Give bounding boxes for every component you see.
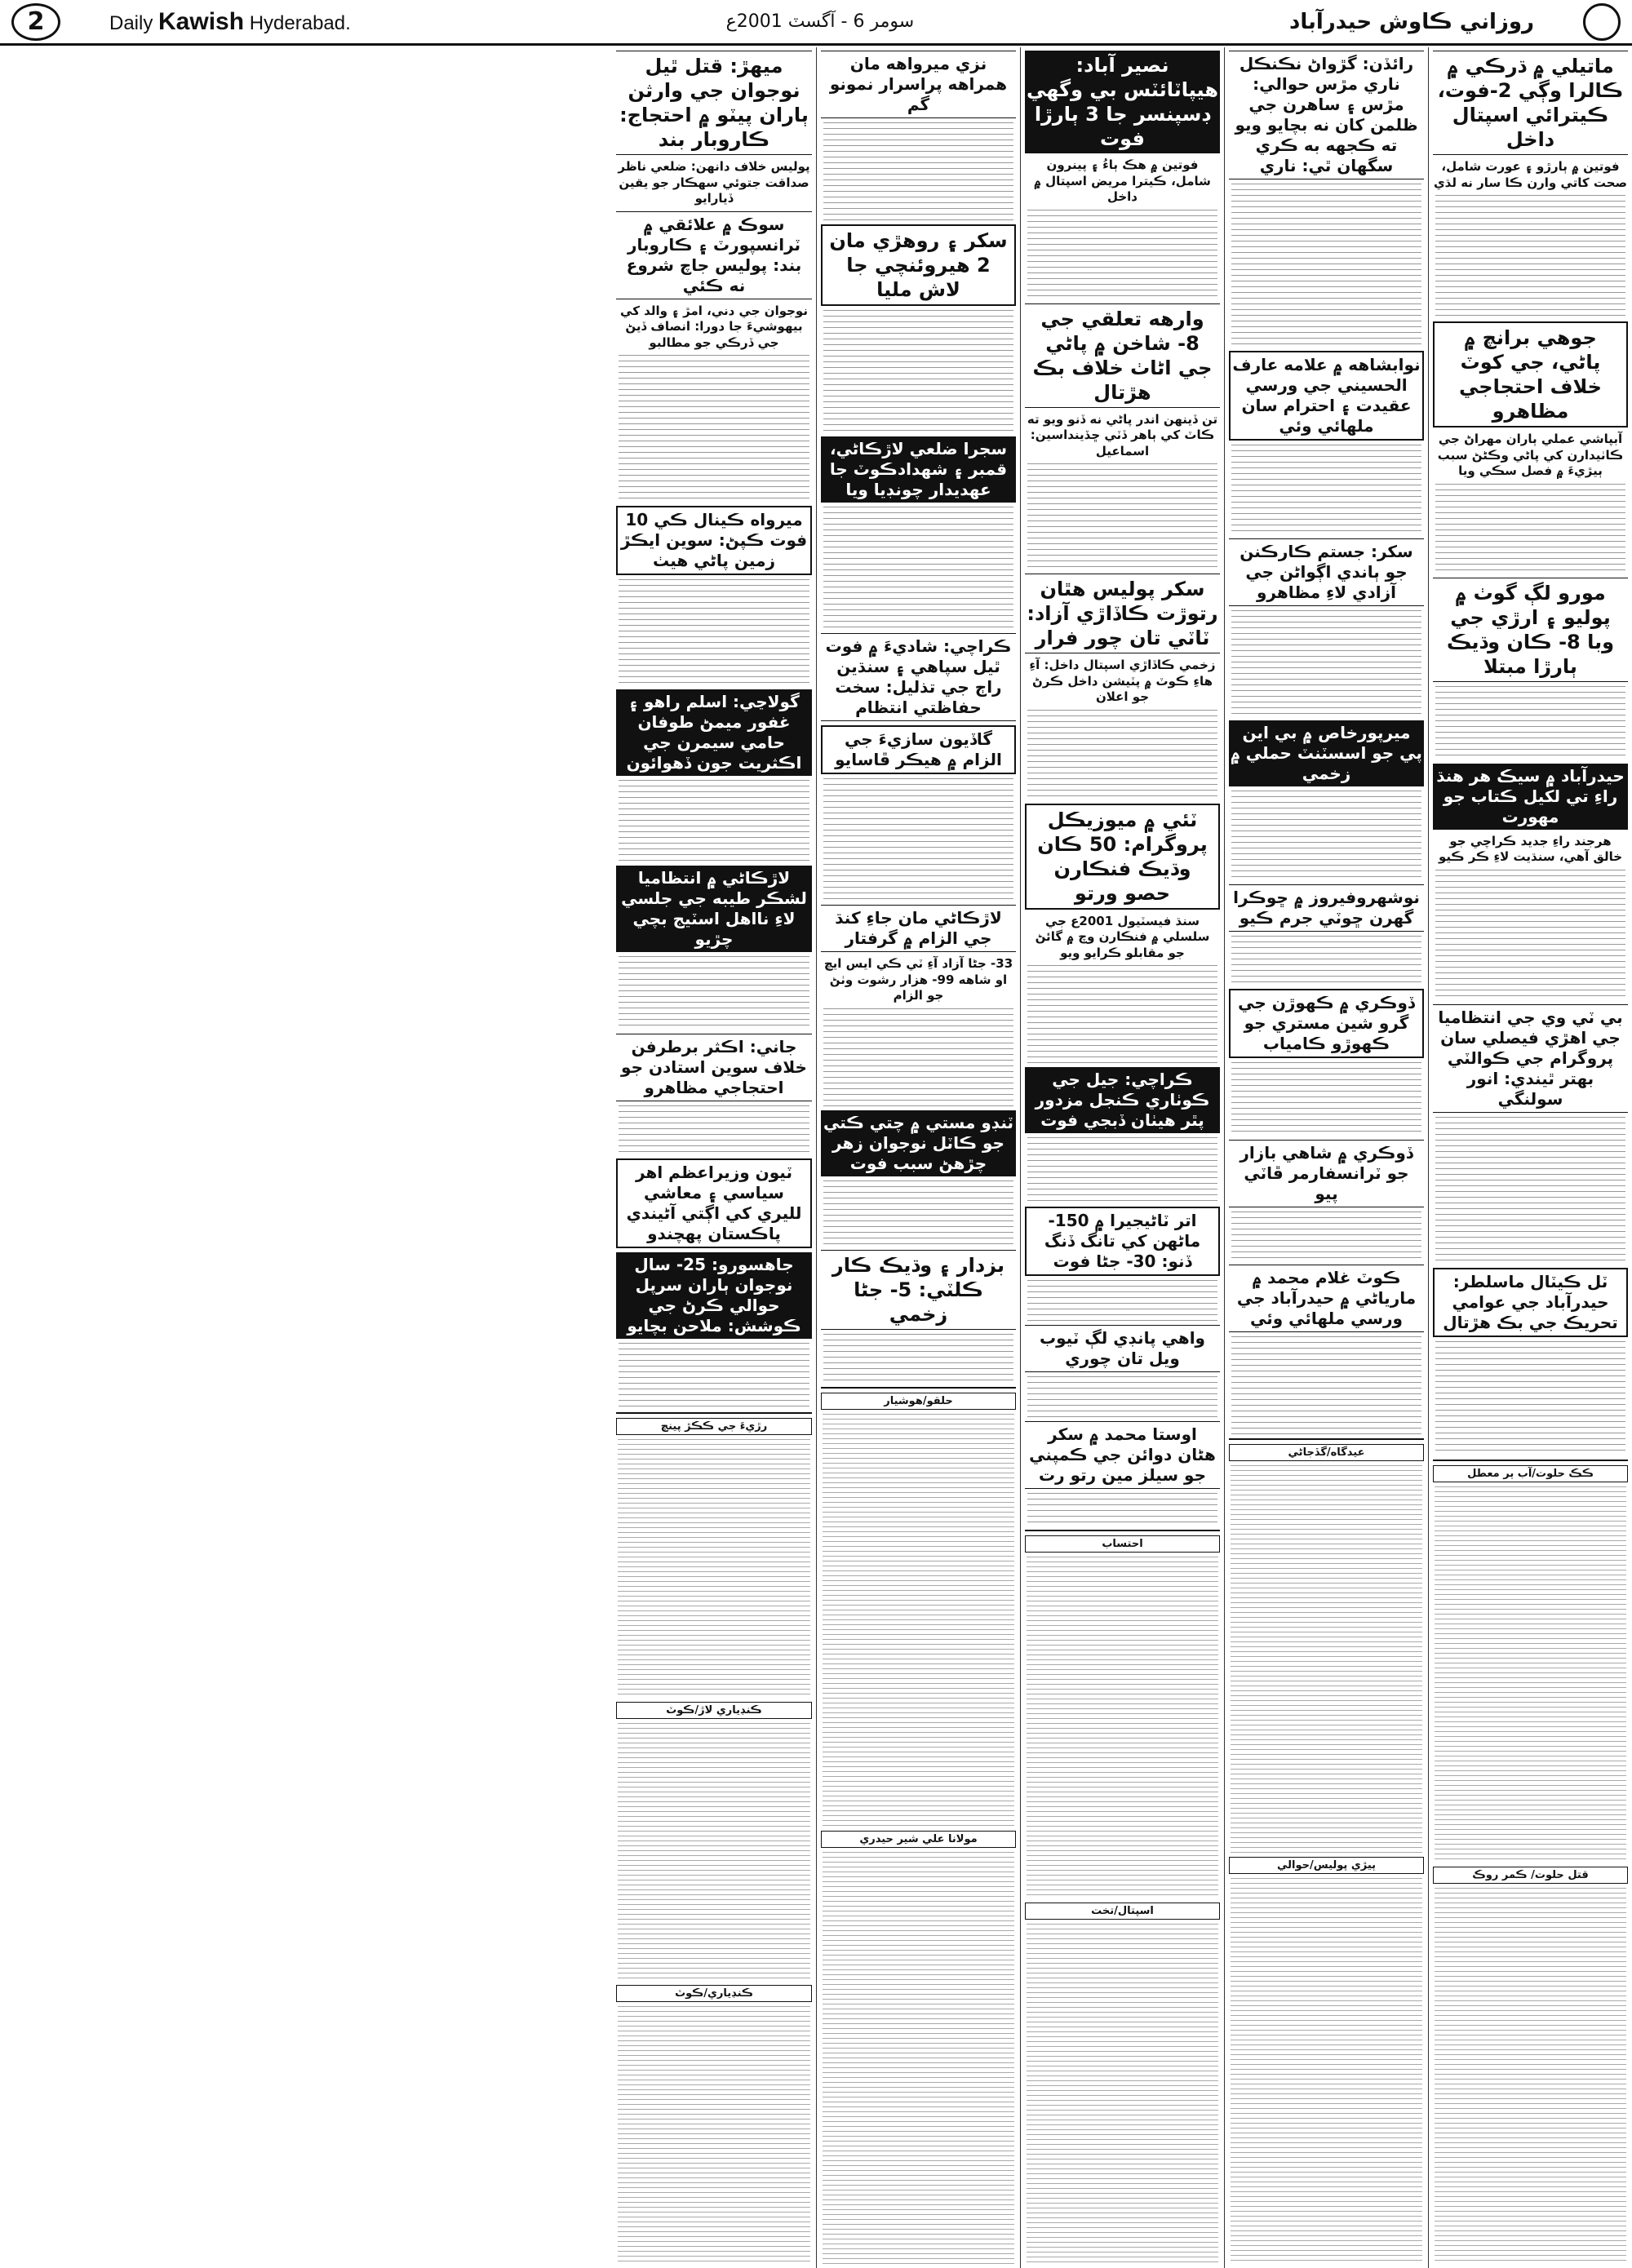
- article-text: [1231, 445, 1421, 534]
- classifieds-text: [1435, 1486, 1626, 1863]
- subhead: نوجوان جي دني، امڙ ۽ والد کي بيهوشيءَ جا دورا: انصاف ڏيڻ جي ڏرڪي جو مطالبو: [620, 303, 808, 350]
- headline: ٽنڊو مستي ۾ چتي ڪتي جو ڪاٽل نوجوان زهر چڙهڻ سبب فوت: [821, 1110, 1016, 1176]
- column-1: [1428, 47, 1632, 2268]
- classifieds-text: [823, 1414, 1014, 1827]
- headline: جوهي برانچ ۾ پاڻي، جي کوٽ خلاف احتجاجي مظاهرو: [1433, 321, 1628, 427]
- headline: اتر ٽاڻيجيرا ۾ 150- ماڻهن کي تانگ ڏنگ ڏنو: 30- جڻا فوت: [1025, 1207, 1220, 1276]
- headline: ٽيون وزيراعظم اهر سياسي ۽ معاشي لليري کي اڳتي آڻيندي پاڪستان پهچندو: [616, 1158, 812, 1248]
- divider: [616, 1412, 812, 1414]
- classified-caption: مولانا علي شير حيدري: [821, 1831, 1016, 1848]
- headline: ڪراچي: جيل جي ڪوٺاري ڪنجل مزدور پٿر هيٺان ڏبجي فوت: [1025, 1067, 1220, 1133]
- column-2: [1224, 47, 1428, 2268]
- headline: گولاڃي: اسلم راهو ۽ غفور ميمڻ طوفان حامي سيمرن جي اڪثريت جون ڏهوائون: [616, 689, 812, 776]
- headline: سکر ۽ روهڙي مان 2 هيروئنچي جا لاش مليا: [821, 224, 1016, 306]
- classified-caption: رڙيءَ جي ڪڪڙ پينچ: [616, 1418, 812, 1435]
- article-text: [1027, 463, 1217, 569]
- article-text: [1027, 1137, 1217, 1203]
- article-text: [1027, 1376, 1217, 1417]
- headline: حيدرآباد ۾ سيڪ هر هنڌ راءِ تي لکيل ڪتاب جو مهورت: [1433, 764, 1628, 830]
- article-text: [619, 956, 809, 1030]
- headline: ڪوٽ غلام محمد ۾ مارياڻي ۾ حيدرآباد جي ورسي ملهائي وئي: [1229, 1265, 1424, 1332]
- article-text: [823, 122, 1013, 220]
- headline: ميهڙ: قتل ٿيل نوجوان جي وارثن ٻاران پيٽو ۾ احتجاج: ڪاروبار بند: [616, 51, 812, 155]
- article-text: [1231, 610, 1421, 716]
- article-text: [619, 579, 809, 685]
- article-text: [1027, 1493, 1217, 1526]
- columns: [0, 47, 1632, 2268]
- article-text: [1231, 1336, 1421, 1434]
- classifieds-text: [1231, 1465, 1422, 1853]
- subhead: 33- جڻا آزاد آءِ ٽي ڪي ايس ايڇ او شاهه 99- هزار رشوت وٺڻ جو الزام: [823, 956, 1013, 1003]
- article-text: [1435, 1117, 1625, 1264]
- article-text: [1435, 195, 1625, 317]
- subhead: پوليس خلاف دانهن: ضلعي ناظر صداقت جتوئي سهڪار جو يقين ڏيارايو: [618, 159, 810, 206]
- headline: نوابشاهه ۾ علامه عارف الحسيني جي ورسي عقيدت ۽ احترام سان ملهائي وئي: [1229, 351, 1424, 441]
- classified-caption: ڪڪ حلوت/آب ٻر معطل: [1433, 1465, 1628, 1482]
- headline: ڏوڪري ۾ ڪهوڙن جي گرو شين مستري جو ڪهوڙو ڪامياب: [1229, 989, 1424, 1058]
- headline: ماتيلي ۾ ڌرڪي ۾ ڪالرا وڳي 2-فوت، ڪيترائي اسپتال داخل: [1433, 51, 1628, 155]
- column-5: [612, 47, 816, 2268]
- divider: [1025, 1530, 1220, 1531]
- article-text: [1231, 1212, 1421, 1260]
- headline: ميرواه ڪينال ڪي 10 فوت ڪپڻ: سوين ايڪڙ زمين پاڻي هيٺ: [616, 506, 812, 575]
- divider: [1433, 1460, 1628, 1461]
- subhead: هرجند راءِ جديد ڪراچي جو خالق آهي، سنڌيت لاءِ ڪر ڪيو: [1438, 833, 1623, 864]
- column-4: [816, 47, 1020, 2268]
- article-text: [1231, 791, 1421, 880]
- headline: ڏوڪري ۾ شاهي بازار جو ٽرانسفارمر ڦاٽي پيو: [1229, 1140, 1424, 1207]
- subhead: فوتين ۾ هڪ ٻاءُ ۽ پينرون شامل، ڪيترا مريض اسپتال ۾ داخل: [1034, 157, 1211, 204]
- date-line: سومر 6 - آگسٽ 2001ع: [725, 11, 915, 32]
- headline: ميرپورخاص ۾ بي اين پي جو اسسٽنٽ حملي ۾ زخمي: [1229, 720, 1424, 786]
- article-text: [1435, 484, 1625, 574]
- article-text: [619, 1343, 809, 1408]
- masthead-right: [1289, 3, 1621, 41]
- article-text: [1435, 870, 1625, 1000]
- classified-caption: عيدگاه/گڏجاڻي: [1229, 1444, 1424, 1461]
- headline: بزدار ۽ وڌيڪ ڪار ڪلٽي: 5- جڻا زخمي: [821, 1250, 1016, 1330]
- headline: نوشهروفيروز ۾ ڇوڪرا گهرن ڇوٽي جرم ڪيو: [1229, 884, 1424, 932]
- headline: بي ٽي وي جي انتظاميا جي اهڙي فيصلي سان پروگرام جي ڪوالٽي بهتر ٿيندي: انور سولنگي: [1433, 1004, 1628, 1113]
- subhead: فوتين ۾ ٻارڙو ۽ عورت شامل، صحت کاتي وارن ڪا سار نه لڌي: [1433, 159, 1628, 190]
- paper-prefix: Daily: [109, 11, 153, 34]
- article-text: [1231, 184, 1421, 347]
- headline: سوڪ ۾ علائقي ۾ ٽرانسپورٽ ۽ ڪاروبار بند: پوليس جاچ شروع نه ڪئي: [616, 211, 812, 299]
- article-text: [823, 778, 1013, 901]
- article-text: [619, 780, 809, 862]
- classified-caption: ڪنڊياري لاڙ/ڪوٽ: [616, 1702, 812, 1719]
- article-text: [823, 507, 1013, 629]
- headline: نصير آباد: هيپاٽائٽس بي وگهي ڊسپنسر جا 3 ٻارڙا فوت: [1025, 51, 1220, 153]
- article-text: [1027, 710, 1217, 800]
- headline: سکر پوليس هٿان رتوڙت ڪاڏاڙي آزاد: ٽاٽي تان چور فرار: [1025, 574, 1220, 653]
- headline: رائڏن: گڙواڻ نڪنڪل ناري مڙس حوالي: مڙس ۽ ساهرن جي ظلمن کان نه بچايو ويو ته ڪجهه به ڪري سگهان ٿي: ناري: [1229, 51, 1424, 179]
- paper-name-urdu: روزاني ڪاوش حيدرآباد: [1288, 9, 1534, 34]
- classified-caption: قتل حلوت/ ڪمر روڪ: [1433, 1867, 1628, 1884]
- article-text: [619, 355, 809, 502]
- article-text: [1435, 1341, 1625, 1455]
- classified-caption: اسپتال/تخت: [1025, 1903, 1220, 1920]
- paper-name-english: [109, 8, 351, 36]
- subhead: سنڌ فيسٽيول 2001ع جي سلسلي ۾ فنڪارن وچ ۾ گائڻ جو مقابلو ڪرايو ويو: [1035, 913, 1210, 960]
- subhead: زخمي ڪاڏاڙي اسپتال داخل: آءِ هاءِ ڪوٽ ۾ پٽيشن داخل ڪرڻ جو اعلان: [1029, 658, 1216, 704]
- headline: جاهسورو: 25- سال نوجوان ٻاران سرپل حوالي ڪرڻ جي ڪوشش: ملاحن بچايو: [616, 1252, 812, 1339]
- classified-caption: احتساب: [1025, 1535, 1220, 1553]
- masthead: [0, 0, 1632, 46]
- paper-name: Kawish: [158, 7, 245, 35]
- masthead-circle: [1583, 3, 1621, 41]
- headline: ڪراچي: شاديءَ ۾ فوت ٿيل سپاهي ۽ سنڌين راڄ جي تذليل: سخت حفاظتي انتظام: [821, 633, 1016, 721]
- classifieds-text: [1027, 1557, 1218, 1898]
- page-number: 2: [11, 3, 60, 41]
- article-text: [1027, 210, 1217, 299]
- divider: [821, 1387, 1016, 1389]
- classified-caption: حلقو/هوشيار: [821, 1393, 1016, 1410]
- article-text: [823, 310, 1013, 432]
- masthead-left: [11, 3, 351, 41]
- headline: مورو لڳ گوٺ ۾ پوليو ۽ ارڙي جي وبا 8- ڪان وڌيڪ ٻارڙا مبتلا: [1433, 578, 1628, 682]
- classified-caption: ٻيڙي پوليس/حوالي: [1229, 1857, 1424, 1874]
- headline: لاڙڪاڻي مان جاءِ کنڌ جي الزام ۾ گرفتار: [821, 905, 1016, 952]
- article-text: [823, 1181, 1013, 1246]
- classifieds-text: [1435, 1888, 1626, 2265]
- classifieds-text: [1027, 1924, 1218, 2266]
- article-text: [1231, 1062, 1421, 1136]
- subhead: آبپاشي عملي ٻاران مهراڻ جي ڪاٺيدارن کي پاڻي وڪڻڻ سبب ٻيڙيءَ ۾ فصل سڪي ويا: [1437, 432, 1624, 478]
- classifieds-text: [618, 2006, 810, 2265]
- headline: ٽئي ۾ ميوزيڪل پروگرام: 50 ڪان وڌيڪ فنڪارن حصو ورتو: [1025, 804, 1220, 910]
- article-text: [1435, 686, 1625, 760]
- headline: نزي ميرواهه مان همراهه پراسرار نمونو گم: [821, 51, 1016, 118]
- column-3: [1020, 47, 1224, 2268]
- divider: [1229, 1438, 1424, 1440]
- article-text: [1027, 965, 1217, 1063]
- article-text: [823, 1334, 1013, 1383]
- paper-city: Hyderabad.: [249, 11, 351, 34]
- headline: لاڙڪاڻي ۾ انتظاميا لشڪر طيبه جي جلسي لاءِ نااهل اسٽيج بچي چڙيو: [616, 866, 812, 952]
- classified-caption: ڪنڊياري/ڪوٽ: [616, 1985, 812, 2002]
- subhead: تن ڏينهن اندر پاڻي نه ڏنو ويو ته ڪاٽ کي ٻاهر ڏٽي ڇڏينداسين: اسماعيل: [1027, 411, 1218, 458]
- article-text: [1027, 1280, 1217, 1321]
- article-text: [619, 1105, 809, 1154]
- headline: گاڏيون سازيءَ جي الزام ۾ هيڪر ڦاسايو: [821, 725, 1016, 774]
- headline: سجرا ضلعي لاڙڪاڻي، قمبر ۽ شهدادڪوٽ جا عهديدار چونڊيا ويا: [821, 436, 1016, 503]
- classifieds-text: [618, 1439, 810, 1698]
- article-text: [823, 1008, 1013, 1106]
- headline: ٽل ڪيٽال ماسلطر: حيدرآباد جي عوامي تحريڪ جي بڪ هڙتال: [1433, 1268, 1628, 1337]
- headline: جاني: اڪثر برطرفن خلاف سوين استادن جو احتجاجي مظاهرو: [616, 1034, 812, 1101]
- headline: واهي پانڊي لڳ ٽيوب ويل تان چوري: [1025, 1325, 1220, 1372]
- headline: سکر: جستم ڪارڪنن جو ٻاندي اڳواڻن جي آزادي لاءِ مظاهرو: [1229, 538, 1424, 606]
- article-text: [1231, 936, 1421, 985]
- classifieds-text: [1231, 1878, 1422, 2266]
- headline: اوستا محمد ۾ سکر هڻان دوائن جي ڪمپني جو سيلز مين رتو رت: [1025, 1421, 1220, 1489]
- classifieds-text: [618, 1723, 810, 1982]
- headline: وارهه تعلقي جي 8- شاخن ۾ پاڻي جي اڻاٺ خلاف بڪ هڙتال: [1025, 303, 1220, 408]
- classifieds-text: [823, 1852, 1014, 2265]
